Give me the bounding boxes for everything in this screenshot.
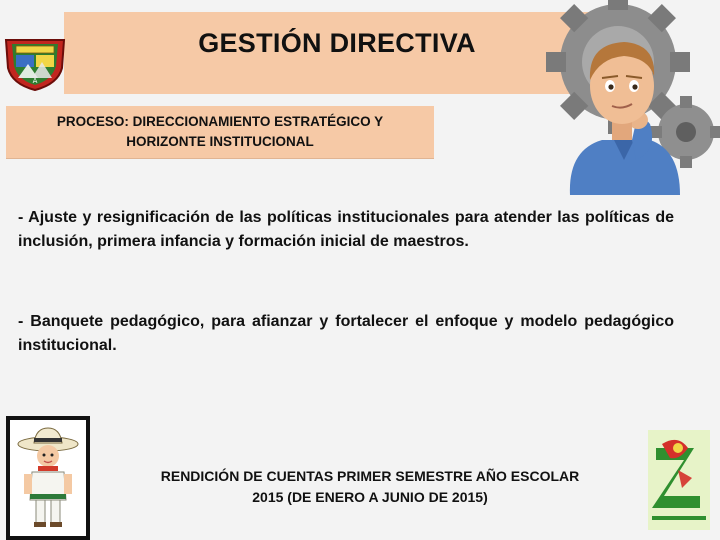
bullet-paragraph-2: - Banquete pedagógico, para afianzar y fortalecer el enfoque y modelo pedagógico institucional.	[18, 313, 674, 354]
child-doll-icon	[6, 416, 90, 540]
bullet-paragraph-1: - Ajuste y resignificación de las políticas institucionales para atender las políticas de inclusión, primera infancia y formación inicial de maestros.	[18, 209, 674, 250]
thinking-man-gears-icon	[540, 0, 720, 195]
footer-caption	[140, 466, 600, 508]
slide-title: GESTIÓN DIRECTIVA	[198, 28, 476, 58]
svg-text:A: A	[32, 77, 38, 85]
institution-logo-icon	[648, 430, 710, 530]
process-line-2: HORIZONTE INSTITUCIONAL	[126, 134, 314, 149]
school-emblem-icon	[2, 34, 68, 92]
process-line-1: PROCESO: DIRECCIONAMIENTO ESTRATÉGICO Y	[56, 114, 384, 129]
footer-line-2: 2015 (DE ENERO A JUNIO DE 2015)	[252, 489, 488, 505]
footer-line-1: RENDICIÓN DE CUENTAS PRIMER SEMESTRE AÑO ESCOLAR	[160, 468, 580, 484]
process-heading	[6, 112, 434, 152]
